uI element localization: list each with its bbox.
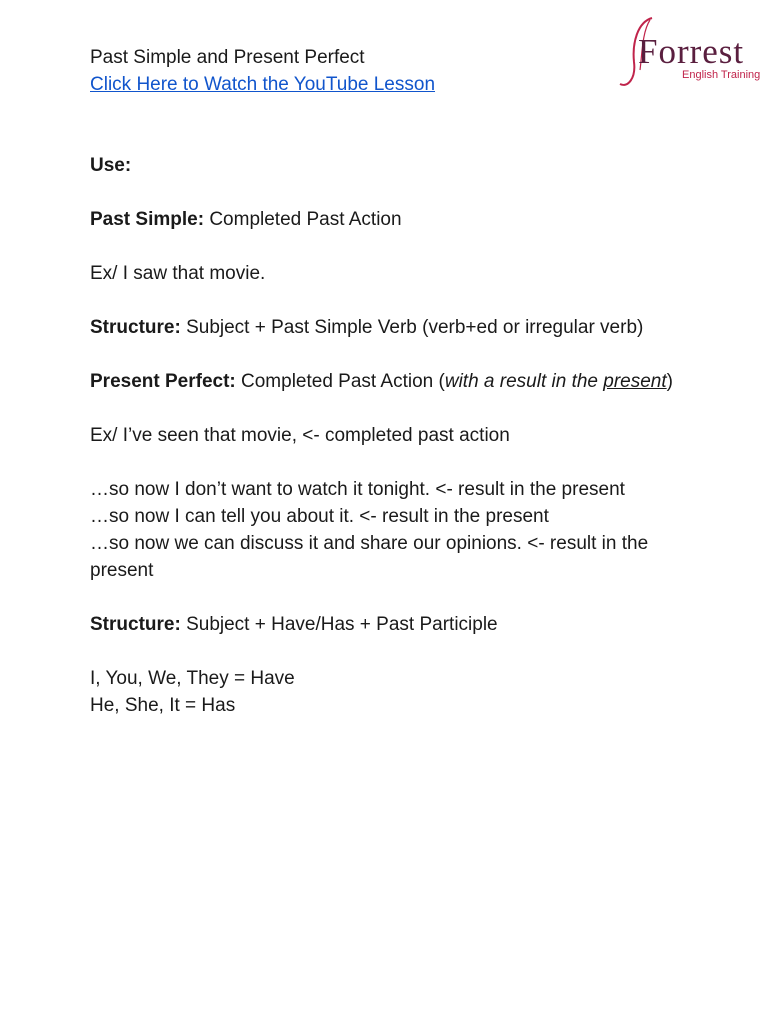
document-body bbox=[90, 44, 690, 719]
result-line: …so now we can discuss it and share our opinions. <- result in the present bbox=[90, 533, 649, 581]
result-line: …so now I don’t want to watch it tonight. <- result in the present bbox=[90, 479, 625, 500]
spacer bbox=[90, 98, 690, 125]
present-perfect-definition bbox=[90, 368, 690, 395]
past-simple-structure-text: Subject + Past Simple Verb (verb+ed or irregular verb) bbox=[180, 317, 644, 338]
past-simple-definition bbox=[90, 206, 690, 233]
present-perfect-structure bbox=[90, 611, 690, 638]
present-perfect-close: ) bbox=[666, 371, 673, 392]
spacer bbox=[90, 449, 690, 476]
logo-wordmark: Forrest bbox=[638, 32, 745, 71]
use-heading bbox=[90, 152, 690, 179]
spacer bbox=[90, 638, 690, 665]
present-perfect-example: Ex/ I’ve seen that movie, <- completed past action bbox=[90, 425, 510, 446]
present-perfect-structure-label: Structure: bbox=[90, 614, 181, 635]
present-perfect-italic-underlined: present bbox=[603, 371, 667, 392]
present-perfect-label: Present Perfect: bbox=[90, 371, 236, 392]
past-simple-structure bbox=[90, 314, 690, 341]
past-simple-label: Past Simple: bbox=[90, 209, 205, 230]
present-perfect-text: Completed Past Action ( bbox=[235, 371, 445, 392]
pronoun-rule: I, You, We, They = Have bbox=[90, 668, 295, 689]
use-heading-text: Use: bbox=[90, 155, 132, 176]
youtube-lesson-link[interactable]: Click Here to Watch the YouTube Lesson bbox=[90, 74, 436, 95]
spacer bbox=[90, 584, 690, 611]
present-perfect-italic: with a result in the bbox=[444, 371, 604, 392]
past-simple-example: Ex/ I saw that movie. bbox=[90, 263, 266, 284]
document-title: Past Simple and Present Perfect bbox=[90, 47, 365, 68]
past-simple-structure-label: Structure: bbox=[90, 317, 181, 338]
pronoun-rule: He, She, It = Has bbox=[90, 695, 236, 716]
spacer bbox=[90, 179, 690, 206]
logo-tagline: English Training bbox=[682, 69, 761, 81]
result-line: …so now I can tell you about it. <- result in the present bbox=[90, 506, 549, 527]
present-perfect-structure-text: Subject + Have/Has + Past Participle bbox=[180, 614, 498, 635]
spacer bbox=[90, 341, 690, 368]
past-simple-text: Completed Past Action bbox=[204, 209, 402, 230]
spacer bbox=[90, 125, 690, 152]
spacer bbox=[90, 395, 690, 422]
spacer bbox=[90, 233, 690, 260]
spacer bbox=[90, 287, 690, 314]
